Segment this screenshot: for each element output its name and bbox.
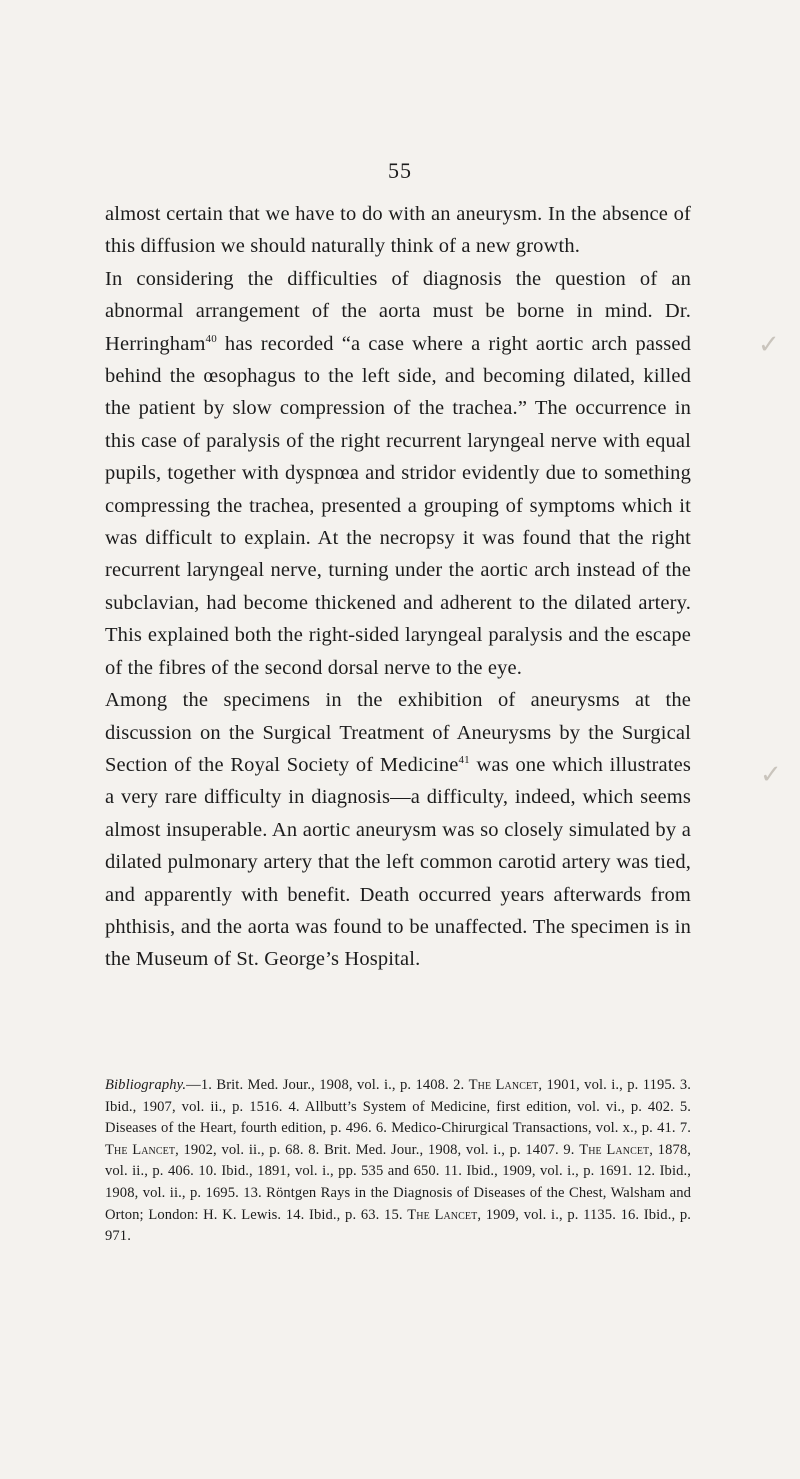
paragraph-3-text-b: was one which illustrates a very rare difficulty in diagnosis—a difficulty, indeed, which seems almost insuperable. An aortic aneurysm was so closely simulated by a dilated pulmonary artery that the left common carotid artery was tied, and apparently with benefit. Death occurred years afterwards from phthisis, and the aorta was found to be unaffected. The specimen is in the Museum of St. George’s Hospital.	[105, 753, 692, 971]
paragraph-2	[105, 263, 691, 684]
bibliography-journal: The Lancet	[579, 1141, 650, 1158]
bibliography-journal: The Lancet	[105, 1141, 176, 1158]
paragraph-2-text-a: In considering the difficulties of diagnosis the question of an abnormal arrangement of the aorta must be borne in mind. Dr. Herringham	[105, 267, 691, 355]
bibliography-entry: , 1878, vol. ii., p. 406. 10. Ibid., 1891, vol. i., pp. 535 and 650. 11. Ibid., 1909, vol. i., p. 1691. 12. Ibid., 1908, vol. ii., p. 1695. 13. Röntgen Rays in the Diagnosis of Diseases of the Chest, Walsham and Orton; London: H. K. Lewis. 14. Ibid., p. 63. 15.	[105, 1141, 692, 1223]
bibliography-journal: The Lancet	[407, 1206, 478, 1223]
paragraph-3	[105, 684, 691, 976]
bibliography-entry: , 1909, vol. i., p. 1135. 16. Ibid., p. 971.	[105, 1206, 692, 1245]
body-text	[105, 198, 691, 976]
paragraph-1-text: almost certain that we have to do with an aneurysm. In the absence of this diffusion we should naturally think of a new growth.	[105, 203, 691, 258]
bibliography-journal: The Lancet	[468, 1077, 539, 1093]
page-number: 55	[388, 158, 412, 183]
footnote-ref-41: 41	[458, 754, 470, 767]
pencil-mark: ✓	[758, 330, 780, 360]
bibliography-entry: —1. Brit. Med. Jour., 1908, vol. i., p. 1408. 2.	[186, 1077, 469, 1093]
bibliography-entry: , 1901, vol. i., p. 1195. 3. Ibid., 1907, vol. ii., p. 1516. 4. Allbutt’s System of Medicine, first edition, vol. vi., p. 402. 5. Diseases of the Heart, fourth edition, p. 496. 6. Medico-Chirurgical Transactions, vol. x., p. 41. 7.	[105, 1077, 691, 1137]
bibliography-label: Bibliography.	[105, 1077, 187, 1093]
pencil-mark: ✓	[760, 760, 782, 790]
paragraph-1	[105, 198, 691, 263]
bibliography	[105, 1075, 691, 1248]
paragraph-2-text-b: has recorded “a case where a right aortic arch passed behind the œsophagus to the left side, and becoming dilated, killed the patient by slow compression of the trachea.” The occurrence in this case of paralysis of the right recurrent laryngeal nerve with equal pupils, together with dyspnœa and stridor evidently due to something compressing the trachea, presented a grouping of symptoms which it was difficult to explain. At the necropsy it was found that the right recurrent laryngeal nerve, turning under the aortic arch instead of the subclavian, had become thickened and adherent to the dilated artery. This explained both the right-sided laryngeal paralysis and the escape of the fibres of the second dorsal nerve to the eye.	[105, 332, 691, 679]
paragraph-3-text-a: Among the specimens in the exhibition of aneurysms at the discussion on the Surgical Treatment of Aneurysms by the Surgical Section of the Royal Society of Medicine	[105, 689, 691, 776]
bibliography-entry: , 1902, vol. ii., p. 68. 8. Brit. Med. Jour., 1908, vol. i., p. 1407. 9.	[175, 1141, 580, 1158]
footnote-ref-40: 40	[205, 332, 217, 345]
